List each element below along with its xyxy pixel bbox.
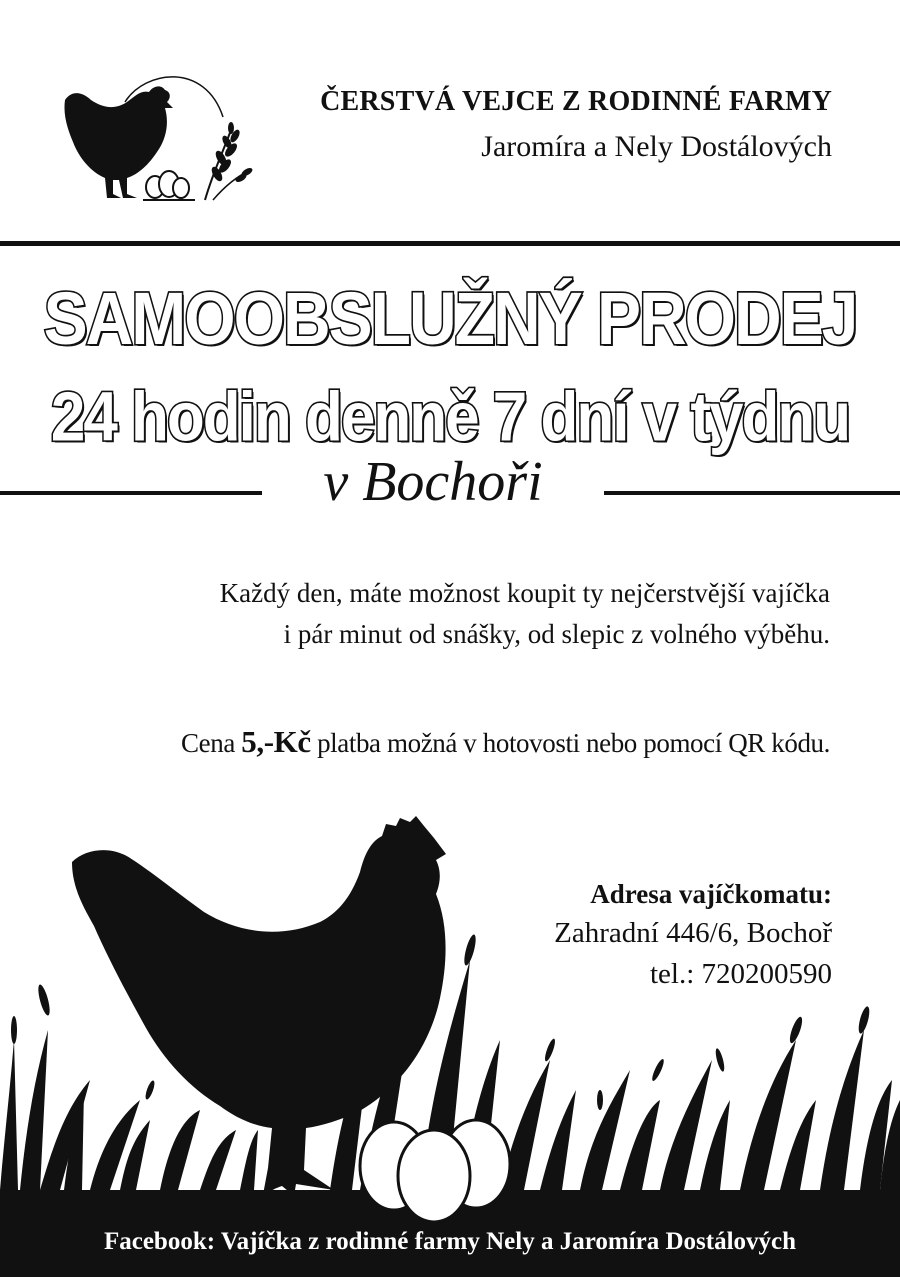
- farm-title: ČERSTVÁ VEJCE Z RODINNÉ FARMY: [320, 86, 832, 117]
- price-prefix: Cena: [181, 728, 242, 758]
- location-text: v Bochoři: [323, 451, 543, 513]
- intro-paragraph: [220, 573, 830, 655]
- address-block: [554, 876, 832, 994]
- location-divider-left: [0, 491, 262, 495]
- top-divider: [0, 241, 900, 246]
- facebook-footer: Facebook: Vajíčka z rodinné farmy Nely a Jaromíra Dostálových: [103, 1228, 797, 1255]
- price-line: [181, 724, 830, 760]
- price-amount: 5,-Kč: [241, 724, 311, 759]
- headline-hours: 24 hodin denně 7 dní v týdnu: [50, 378, 850, 457]
- price-suffix: platba možná v hotovosti nebo pomocí QR kódu.: [310, 728, 830, 758]
- farm-logo-icon: [55, 62, 255, 207]
- address-phone: tel.: 720200590: [649, 958, 832, 990]
- address-street: Zahradní 446/6, Bochoř: [554, 917, 832, 949]
- farm-owners: Jaromíra a Nely Dostálových: [481, 130, 832, 163]
- intro-line-1: Každý den, máte možnost koupit ty nejčerstvější vajíčka: [219, 578, 830, 608]
- intro-line-2: i pár minut od snášky, od slepic z volného výběhu.: [283, 619, 830, 649]
- headline-self-service: SAMOOBSLUŽNÝ PRODEJ: [43, 276, 857, 360]
- address-heading: Adresa vajíčkomatu:: [590, 879, 832, 909]
- location-divider-right: [604, 491, 900, 495]
